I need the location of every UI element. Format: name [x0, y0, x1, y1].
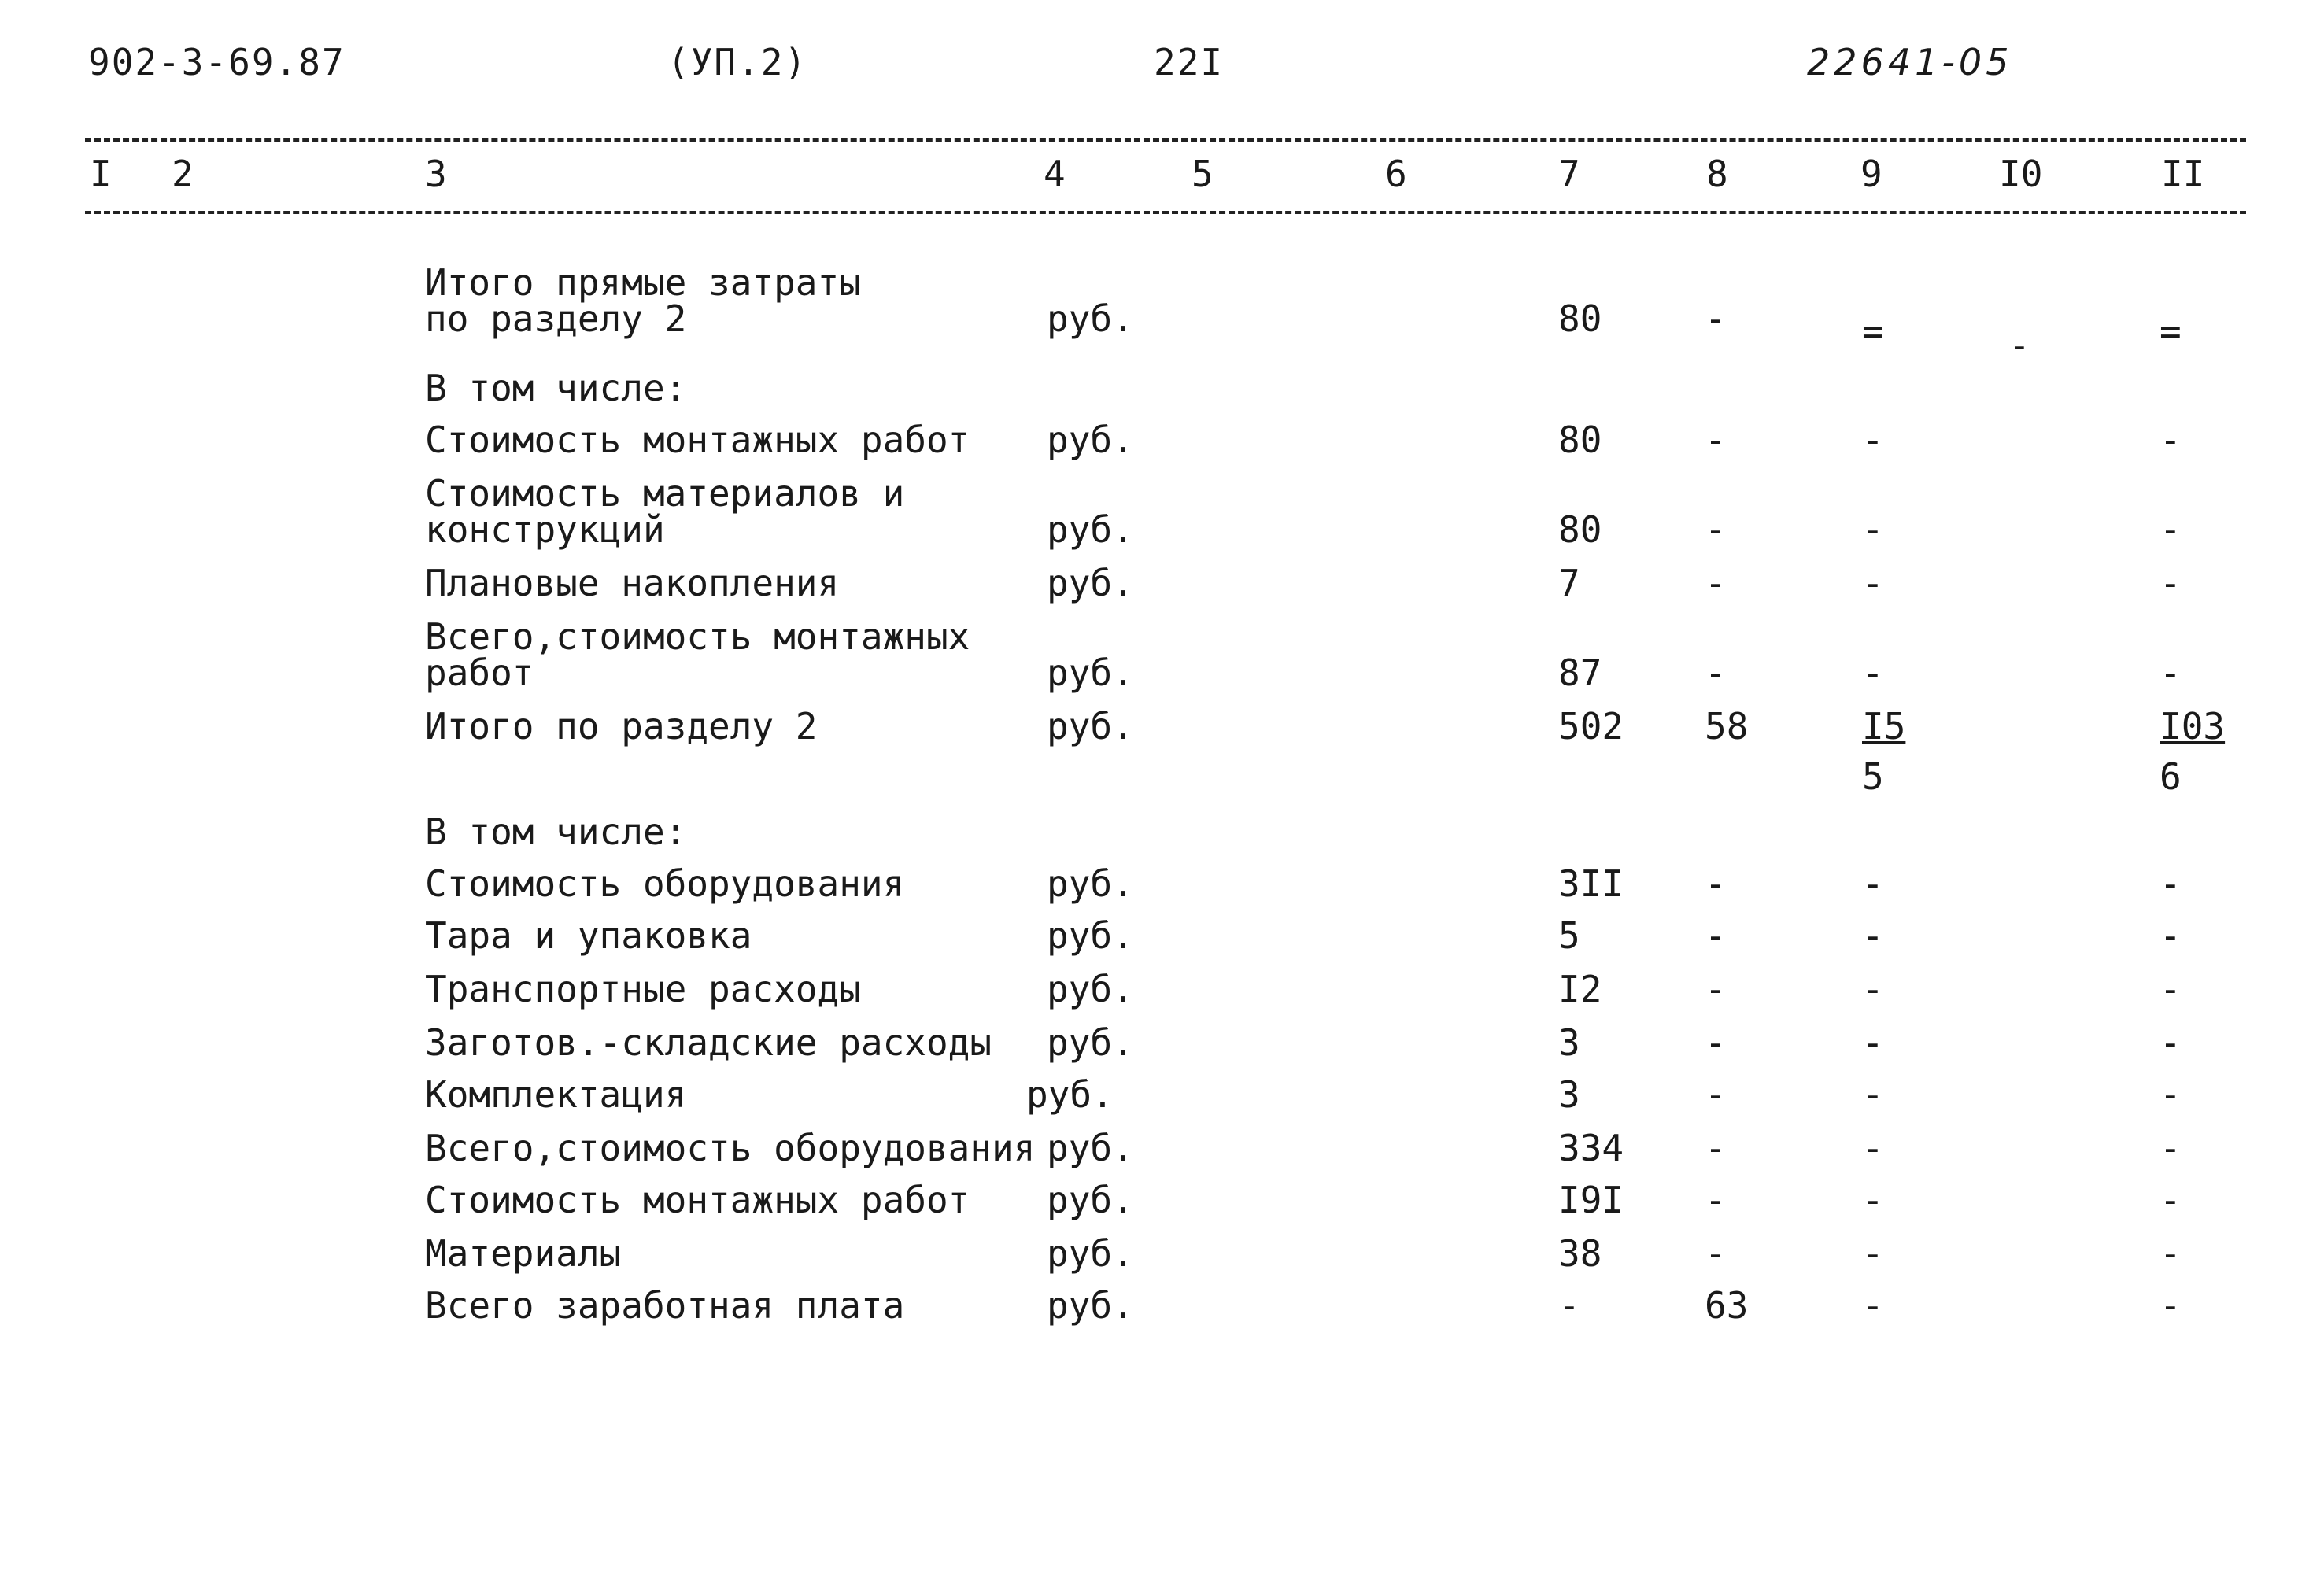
cell-col9: -	[1862, 1021, 1884, 1064]
column-number: 3	[425, 153, 447, 195]
column-number: I0	[1999, 153, 2043, 195]
row-name: Всего,стоимость оборудования	[425, 1127, 1036, 1169]
cell-col11: -	[2160, 914, 2182, 957]
row-unit: руб.	[1047, 508, 1134, 551]
cell-col7: 3	[1558, 1073, 1580, 1116]
cell-col7: -	[1558, 1284, 1580, 1327]
row-name: Итого прямые затраты по разделу 2	[425, 261, 861, 340]
row-name: Стоимость оборудования	[425, 862, 905, 905]
cell-col8: 63	[1705, 1284, 1749, 1327]
row-name: Всего заработная плата	[425, 1284, 905, 1327]
cell-col9: -	[1862, 508, 1884, 551]
column-number: 8	[1706, 153, 1728, 195]
cell-col7: I2	[1558, 968, 1602, 1010]
cell-col7: 5	[1558, 914, 1580, 957]
row-name: Стоимость монтажных работ	[425, 419, 970, 461]
cell-col7: 80	[1558, 419, 1602, 461]
cell-col10: -	[2008, 324, 2030, 367]
cell-col11: -	[2160, 1232, 2182, 1275]
cell-col7: 3II	[1558, 862, 1624, 905]
cell-col9	[1862, 705, 1906, 798]
row-unit: руб.	[1047, 968, 1134, 1010]
cell-col8: -	[1705, 1179, 1727, 1221]
cell-col7: 502	[1558, 705, 1624, 748]
row-name: Заготов.-складские расходы	[425, 1021, 992, 1064]
cell-col9: -	[1862, 1232, 1884, 1275]
row-unit: руб.	[1047, 1232, 1134, 1275]
row-name: Стоимость материалов и конструкций	[425, 472, 905, 551]
cell-col9: -	[1862, 419, 1884, 461]
cell-col8: -	[1705, 419, 1727, 461]
cell-col9: -	[1862, 1284, 1884, 1327]
row-name: Транспортные расходы	[425, 968, 861, 1010]
row-unit: руб.	[1047, 297, 1134, 340]
cell-col9: -	[1862, 562, 1884, 604]
row-name: Итого по разделу 2	[425, 705, 818, 748]
document-code: 902-3-69.87	[88, 41, 345, 83]
cell-col11: -	[2160, 508, 2182, 551]
cell-col11: -	[2160, 968, 2182, 1010]
row-name: В том числе:	[425, 810, 687, 853]
cell-col7: I9I	[1558, 1179, 1624, 1221]
cell-col8: -	[1705, 1073, 1727, 1116]
row-unit: руб.	[1047, 1127, 1134, 1169]
cell-col8: 58	[1705, 705, 1749, 748]
column-number: 9	[1860, 153, 1882, 195]
row-unit: руб.	[1047, 1021, 1134, 1064]
cell-col11: -	[2160, 1073, 2182, 1116]
cell-col7: 3	[1558, 1021, 1580, 1064]
row-unit: руб.	[1047, 652, 1134, 694]
row-name: Всего,стоимость монтажных работ	[425, 615, 970, 694]
cell-col9: -	[1862, 1073, 1884, 1116]
row-name: Материалы	[425, 1232, 622, 1275]
cell-col9: -	[1862, 1179, 1884, 1221]
cell-col11: -	[2160, 1284, 2182, 1327]
row-unit: руб.	[1026, 1073, 1114, 1116]
row-name: В том числе:	[425, 367, 687, 409]
column-number: 7	[1558, 153, 1580, 195]
header-bottom-rule	[85, 211, 2246, 214]
cell-col11: =	[2160, 310, 2182, 353]
cell-col7: 87	[1558, 652, 1602, 694]
cell-col8: -	[1705, 862, 1727, 905]
cell-col11: -	[2160, 862, 2182, 905]
cell-col8: -	[1705, 1127, 1727, 1169]
fraction-denominator: 5	[1862, 755, 1884, 798]
cell-col8: -	[1705, 914, 1727, 957]
row-unit: руб.	[1047, 562, 1134, 604]
cell-col11	[2160, 705, 2226, 798]
cell-col7: 38	[1558, 1232, 1602, 1275]
cell-col9: -	[1862, 862, 1884, 905]
header-top-rule	[85, 138, 2246, 142]
cell-col8: -	[1705, 1021, 1727, 1064]
row-unit: руб.	[1047, 705, 1134, 748]
row-name: Тара и упаковка	[425, 914, 752, 957]
handwritten-number: 22641-05	[1807, 41, 2013, 83]
fraction-denominator: 6	[2160, 755, 2182, 798]
cell-col8: -	[1705, 1232, 1727, 1275]
cell-col9: =	[1862, 310, 1884, 353]
row-unit: руб.	[1047, 914, 1134, 957]
column-number: 4	[1044, 153, 1066, 195]
column-number: 5	[1192, 153, 1214, 195]
cell-col7: 80	[1558, 508, 1602, 551]
fraction-numerator: I03	[2160, 705, 2226, 748]
cell-col9: -	[1862, 968, 1884, 1010]
column-number: 6	[1385, 153, 1407, 195]
page-number: 22I	[1154, 41, 1225, 83]
cell-col11: -	[2160, 1127, 2182, 1169]
cell-col8: -	[1705, 968, 1727, 1010]
cell-col11: -	[2160, 562, 2182, 604]
row-name: Плановые накопления	[425, 562, 840, 604]
column-number: I	[90, 153, 112, 195]
column-number: 2	[172, 153, 194, 195]
fraction-numerator: I5	[1862, 705, 1906, 748]
column-number: II	[2161, 153, 2205, 195]
row-unit: руб.	[1047, 1284, 1134, 1327]
row-name: Комплектация	[425, 1073, 687, 1116]
volume-label: (УП.2)	[667, 41, 808, 83]
cell-col11: -	[2160, 652, 2182, 694]
cell-col8: -	[1705, 562, 1727, 604]
cell-col11: -	[2160, 1021, 2182, 1064]
row-unit: руб.	[1047, 862, 1134, 905]
cell-col8: -	[1705, 297, 1727, 340]
row-unit: руб.	[1047, 1179, 1134, 1221]
cell-col9: -	[1862, 652, 1884, 694]
cell-col8: -	[1705, 508, 1727, 551]
cell-col11: -	[2160, 1179, 2182, 1221]
cell-col7: 80	[1558, 297, 1602, 340]
cell-col7: 7	[1558, 562, 1580, 604]
cell-col9: -	[1862, 1127, 1884, 1169]
cell-col7: 334	[1558, 1127, 1624, 1169]
row-unit: руб.	[1047, 419, 1134, 461]
cell-col11: -	[2160, 419, 2182, 461]
cell-col9: -	[1862, 914, 1884, 957]
cell-col8: -	[1705, 652, 1727, 694]
row-name: Стоимость монтажных работ	[425, 1179, 970, 1221]
